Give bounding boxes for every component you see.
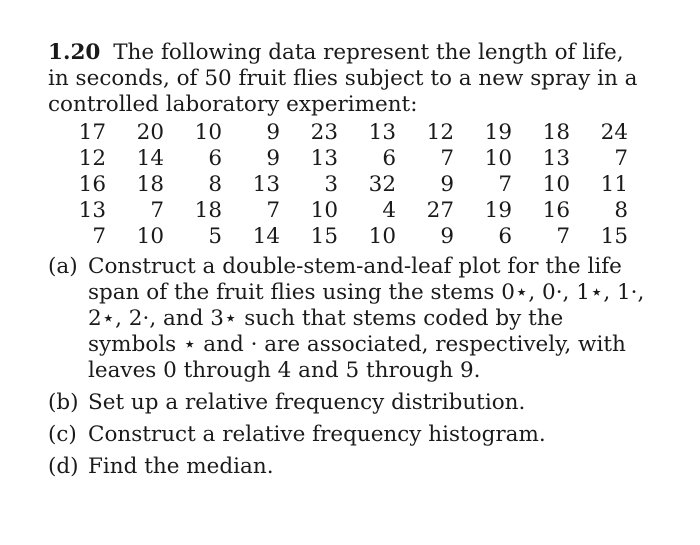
data-cell: 27 <box>426 198 454 223</box>
data-cell: 13 <box>310 146 338 171</box>
data-cell: 15 <box>600 224 628 249</box>
data-cell: 6 <box>498 224 512 249</box>
data-cell: 8 <box>614 198 628 223</box>
part-text: Construct a double-stem-and-leaf plot for the life span of the fruit flies using the stems 0⋆, 0·, 1⋆, 1·, 2⋆, 2·, and 3⋆ such that stems coded by the symbols ⋆ and · are associated, respectively, with leaves 0 through 4 and 5 through 9. <box>88 254 645 383</box>
data-cell: 17 <box>78 120 106 145</box>
data-cell: 5 <box>208 224 222 249</box>
data-row <box>56 120 628 146</box>
data-cell: 10 <box>368 224 396 249</box>
data-cell: 7 <box>556 224 570 249</box>
data-cell: 6 <box>208 146 222 171</box>
data-cell: 12 <box>426 120 454 145</box>
part-item <box>48 422 648 448</box>
data-cell: 9 <box>266 120 280 145</box>
part-text: Find the median. <box>88 454 274 479</box>
data-cell: 6 <box>382 146 396 171</box>
data-cell: 20 <box>136 120 164 145</box>
data-cell: 7 <box>266 198 280 223</box>
problem-page <box>48 40 648 486</box>
data-cell: 8 <box>208 172 222 197</box>
data-cell: 7 <box>498 172 512 197</box>
data-cell: 13 <box>252 172 280 197</box>
data-cell: 32 <box>368 172 396 197</box>
part-item <box>48 454 648 480</box>
data-cell: 18 <box>542 120 570 145</box>
part-text: Set up a relative frequency distribution. <box>88 390 526 415</box>
data-cell: 19 <box>484 198 512 223</box>
part-label: (c) <box>48 422 77 447</box>
data-cell: 4 <box>382 198 396 223</box>
data-cell: 10 <box>310 198 338 223</box>
data-cell: 7 <box>614 146 628 171</box>
data-cell: 13 <box>78 198 106 223</box>
data-cell: 14 <box>136 146 164 171</box>
data-cell: 9 <box>266 146 280 171</box>
part-label: (a) <box>48 254 78 279</box>
data-cell: 9 <box>440 172 454 197</box>
data-cell: 10 <box>136 224 164 249</box>
data-cell: 10 <box>542 172 570 197</box>
part-item <box>48 390 648 416</box>
data-cell: 16 <box>78 172 106 197</box>
part-text: Construct a relative frequency histogram. <box>88 422 546 447</box>
data-row <box>56 224 628 250</box>
data-cell: 18 <box>194 198 222 223</box>
data-cell: 15 <box>310 224 338 249</box>
data-cell: 10 <box>194 120 222 145</box>
data-cell: 11 <box>600 172 628 197</box>
data-cell: 23 <box>310 120 338 145</box>
data-cell: 9 <box>440 224 454 249</box>
data-cell: 12 <box>78 146 106 171</box>
part-label: (d) <box>48 454 79 479</box>
problem-intro-text: The following data represent the length of life, in seconds, of 50 fruit flies subject to a new spray in a controlled laboratory experiment: <box>48 40 638 117</box>
data-cell: 7 <box>440 146 454 171</box>
data-row <box>56 172 628 198</box>
data-cell: 10 <box>484 146 512 171</box>
part-label: (b) <box>48 390 79 415</box>
data-cell: 19 <box>484 120 512 145</box>
data-table <box>56 120 628 250</box>
data-row <box>56 198 628 224</box>
parts-list <box>48 254 648 480</box>
part-item <box>48 254 648 384</box>
data-cell: 7 <box>150 198 164 223</box>
problem-number: 1.20 <box>48 40 101 65</box>
data-cell: 13 <box>368 120 396 145</box>
data-row <box>56 146 628 172</box>
data-cell: 7 <box>92 224 106 249</box>
data-cell: 13 <box>542 146 570 171</box>
data-cell: 24 <box>600 120 628 145</box>
data-cell: 3 <box>324 172 338 197</box>
problem-intro <box>48 40 648 118</box>
data-cell: 16 <box>542 198 570 223</box>
data-cell: 18 <box>136 172 164 197</box>
data-cell: 14 <box>252 224 280 249</box>
